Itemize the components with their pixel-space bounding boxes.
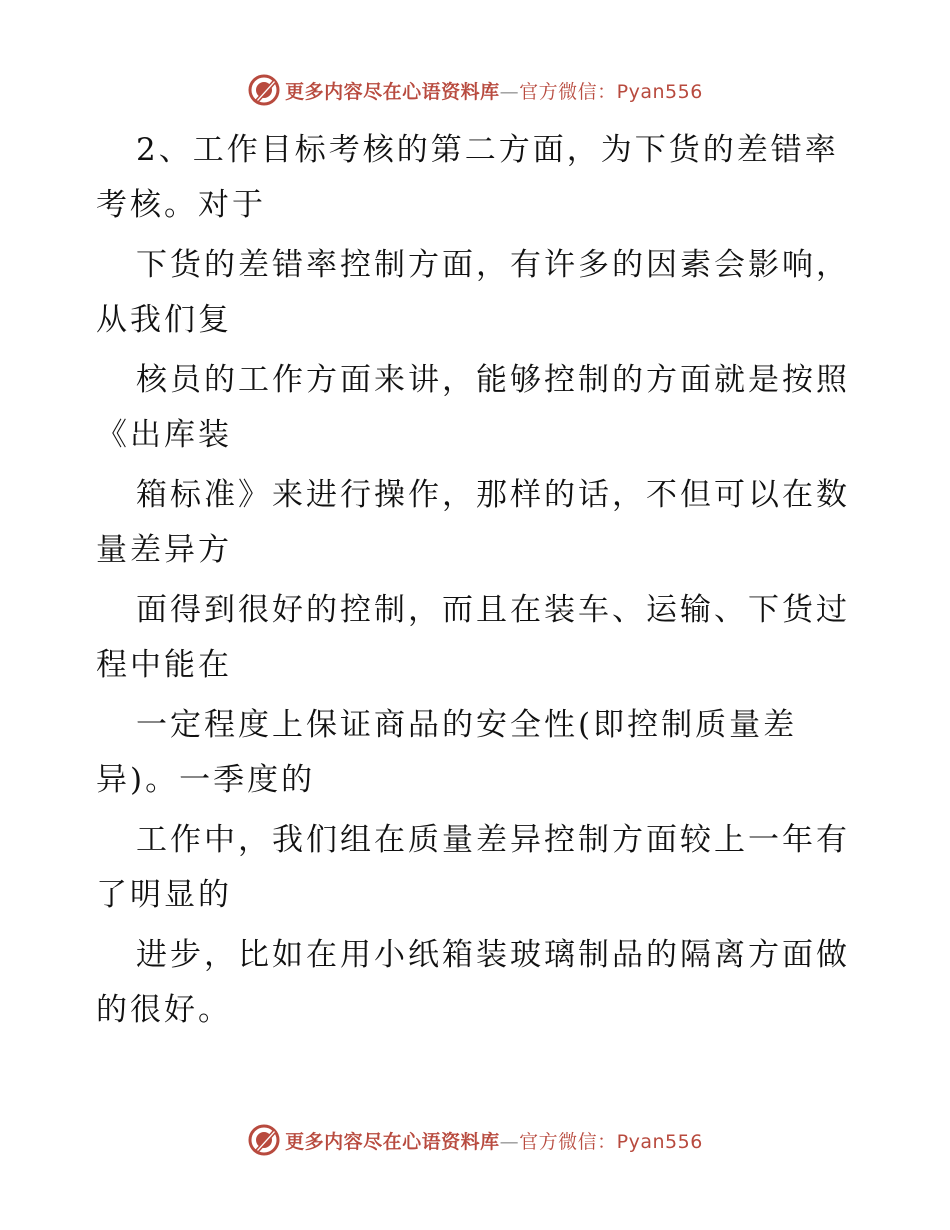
body-line: 核员的工作方面来讲，能够控制的方面就是按照: [136, 362, 850, 398]
body-line: 程中能在: [96, 647, 232, 683]
header-text: [285, 77, 703, 104]
body-line: 的很好。: [96, 992, 232, 1028]
body-line: 了明显的: [96, 877, 232, 913]
header-wechat: 官方微信：Pyan556: [519, 80, 703, 103]
header-banner: [0, 70, 950, 110]
header-dash: —: [499, 80, 520, 103]
body-line: 面得到很好的控制，而且在装车、运输、下货过: [136, 592, 850, 628]
body-line: 《出库装: [96, 417, 232, 453]
footer-site-name: 更多内容尽在心语资料库: [285, 1130, 500, 1153]
body-line: 从我们复: [96, 302, 232, 338]
body-line: 箱标准》来进行操作，那样的话，不但可以在数: [136, 477, 850, 513]
body-line: 量差异方: [96, 532, 232, 568]
body-line: 一定程度上保证商品的安全性(即控制质量差: [136, 707, 798, 743]
pen-logo-icon: [247, 73, 281, 107]
footer-dash: —: [499, 1130, 520, 1153]
body-line: 2、工作目标考核的第二方面，为下货的差错率: [136, 132, 839, 168]
pen-logo-icon: [247, 1123, 281, 1157]
footer-text: [285, 1127, 703, 1154]
body-line: 异)。一季度的: [96, 762, 316, 798]
header-site-name: 更多内容尽在心语资料库: [285, 80, 500, 103]
body-line: 工作中，我们组在质量差异控制方面较上一年有: [136, 822, 850, 858]
footer-banner: [0, 1120, 950, 1160]
body-line: 进步，比如在用小纸箱装玻璃制品的隔离方面做: [136, 937, 850, 973]
body-line: 考核。对于: [96, 187, 266, 223]
footer-wechat: 官方微信：Pyan556: [519, 1130, 703, 1153]
body-line: 下货的差错率控制方面，有许多的因素会影响，: [136, 247, 850, 283]
